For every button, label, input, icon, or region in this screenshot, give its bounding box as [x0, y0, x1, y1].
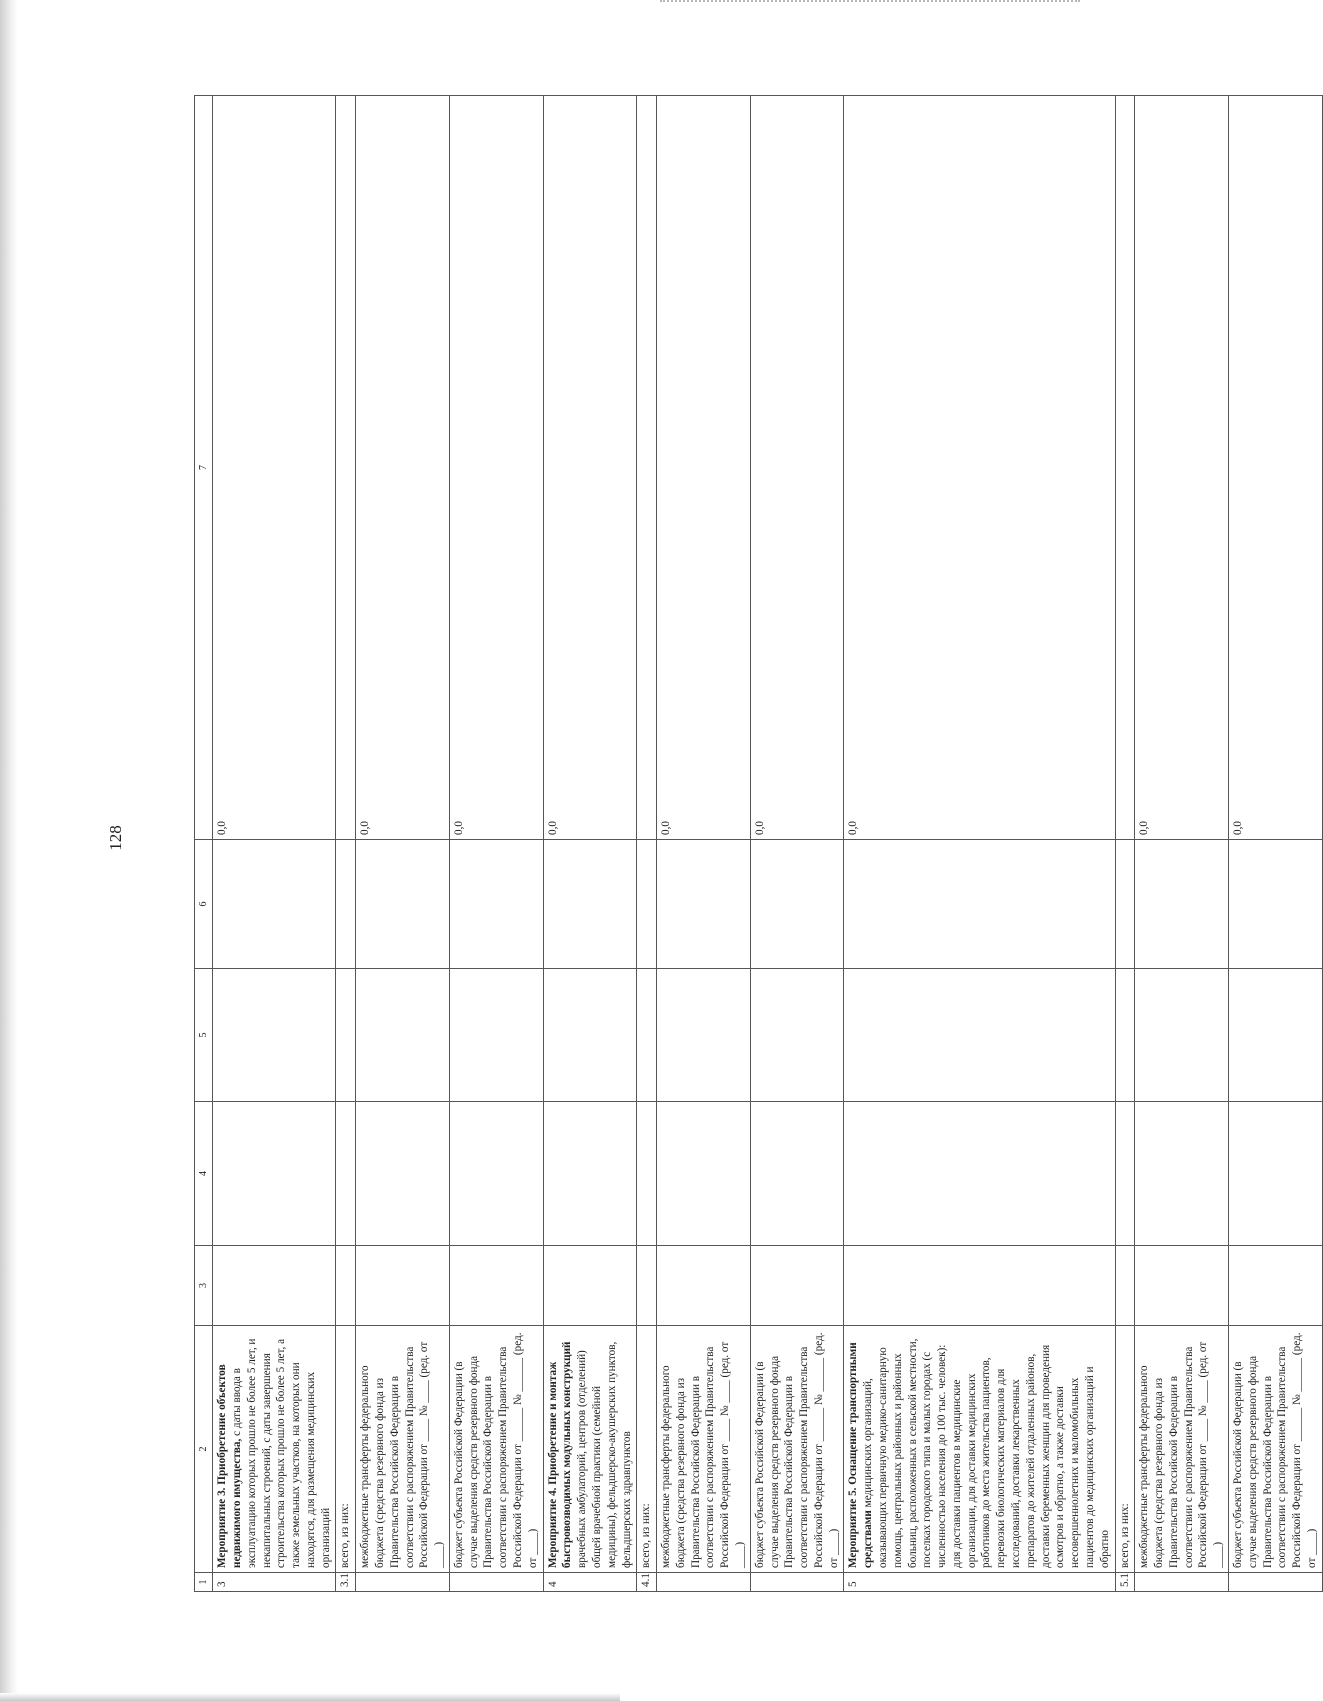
- row-number-cell: 4: [543, 1573, 637, 1592]
- row-number-cell: [1228, 1573, 1322, 1592]
- row-description-cell: [1115, 1326, 1135, 1573]
- empty-cell-col-4: [750, 1102, 844, 1246]
- row-title-bold: Мероприятие 4. Приобретение и монтаж быстровозводимых модульных конструкций: [546, 1341, 574, 1568]
- header-row: [195, 96, 213, 1592]
- empty-cell-col-3: [336, 1246, 356, 1326]
- row-number-cell: [657, 1573, 751, 1592]
- empty-cell-col-3: [1115, 1246, 1135, 1326]
- empty-cell-col-6: [750, 840, 844, 969]
- row-description-cell: [657, 1326, 751, 1573]
- table-row: [356, 96, 450, 1592]
- empty-cell-col-3: [1228, 1246, 1322, 1326]
- row-description-cell: [213, 1326, 336, 1573]
- empty-cell-col-5: [213, 969, 336, 1102]
- empty-cell-col-5: [543, 969, 637, 1102]
- empty-cell-col-5: [1228, 969, 1322, 1102]
- row-description-cell: [750, 1326, 844, 1573]
- table-body: [195, 96, 1323, 1592]
- value-cell-col-7: 0,0: [657, 96, 751, 840]
- empty-cell-col-4: [1115, 1102, 1135, 1246]
- table-row: [449, 96, 543, 1592]
- empty-cell-col-4: [449, 1102, 543, 1246]
- table-row: [1228, 96, 1322, 1592]
- empty-cell-col-5: [844, 969, 1115, 1102]
- row-number-cell: 3: [213, 1573, 336, 1592]
- empty-cell-col-4: [1228, 1102, 1322, 1246]
- row-number-cell: 5: [844, 1573, 1115, 1592]
- value-cell-col-7: [637, 96, 657, 840]
- row-description-text: медицинских организаций, оказывающих первичную медико-санитарную помощь, центральных районных и районных больниц, расположенных в сельской местности, поселках городского типа и малых городах (с численностью населения до 100 тыс. человек): для доставки пациентов в медицинские организации, для доставки медицинских работников до места жительства пациентов, перевозки биологических материалов для исследований, доставки лекарственных препаратов до жителей отдаленных районов, доставки беременных женщин для проведения осмотров и обратно, а также доставки несовершеннолетних и маломобильных пациентов до медицинских организаций и обратно: [862, 1338, 1111, 1568]
- row-description-text: с даты ввода в эксплуатацию которых прошло не более 5 лет, и некапитальных строений, с даты завершения строительства которых прошло не более 5 лет, а также земельных участков, на которых они находятся, для размещения медицинских организаций: [230, 1338, 332, 1568]
- row-description-text: бюджет субъекта Российской Федерации (в случае выделения средств резервного фонда Правительства Российской Федерации в соответствии с распоряжением Правительства Российской Федерации от ______ № ______ (ред. от ____): [1231, 1332, 1318, 1568]
- row-number-cell: 5.1: [1115, 1573, 1135, 1592]
- value-cell-col-7: [336, 96, 356, 840]
- col-header-1: 1: [195, 1573, 213, 1592]
- row-description-text: всего, из них:: [1118, 1503, 1131, 1568]
- col-header-5: 5: [195, 969, 213, 1102]
- empty-cell-col-6: [1135, 840, 1229, 969]
- empty-cell-col-6: [637, 840, 657, 969]
- value-cell-col-7: 0,0: [543, 96, 637, 840]
- table-row: [336, 96, 356, 1592]
- empty-cell-col-6: [213, 840, 336, 969]
- row-description-text: врачебных амбулаторий, центров (отделений) общей врачебной практики (семейной медицины), фельдшерско-акушерских пунктов, фельдшерских здравпунктов: [576, 1341, 633, 1568]
- empty-cell-col-4: [356, 1102, 450, 1246]
- empty-cell-col-5: [1115, 969, 1135, 1102]
- table-row: [657, 96, 751, 1592]
- empty-cell-col-3: [844, 1246, 1115, 1326]
- empty-cell-col-3: [543, 1246, 637, 1326]
- table-row: [750, 96, 844, 1592]
- row-description-cell: [336, 1326, 356, 1573]
- empty-cell-col-4: [543, 1102, 637, 1246]
- empty-cell-col-5: [356, 969, 450, 1102]
- page-number: 128: [106, 825, 125, 851]
- empty-cell-col-5: [657, 969, 751, 1102]
- empty-cell-col-4: [844, 1102, 1115, 1246]
- budget-table: [194, 95, 1323, 1592]
- empty-cell-col-6: [657, 840, 751, 969]
- row-description-text: бюджет субъекта Российской Федерации (в случае выделения средств резервного фонда Правительства Российской Федерации в соответствии с распоряжением Правительства Российской Федерации от ______ № ______ (ред. от ____): [753, 1332, 840, 1568]
- row-number-cell: 4.1: [637, 1573, 657, 1592]
- table-row: [543, 96, 637, 1592]
- row-description-text: бюджет субъекта Российской Федерации (в случае выделения средств резервного фонда Правительства Российской Федерации в соответствии с распоряжением Правительства Российской Федерации от ______ № ______ (ред. от ____): [452, 1332, 539, 1568]
- row-number-cell: [356, 1573, 450, 1592]
- value-cell-col-7: 0,0: [213, 96, 336, 840]
- empty-cell-col-4: [213, 1102, 336, 1246]
- row-number-cell: [750, 1573, 844, 1592]
- value-cell-col-7: 0,0: [844, 96, 1115, 840]
- row-number-cell: [449, 1573, 543, 1592]
- row-number-cell: 3.1: [336, 1573, 356, 1592]
- row-description-text: межбюджетные трансферты федерального бюджета (средства резервного фонда из Правительства Российской Федерации в соответствии с распоряжением Правительства Российской Федерации от ____ № ____ (ред. от ____): [1138, 1341, 1225, 1568]
- row-description-cell: [1228, 1326, 1322, 1573]
- row-title-bold: Мероприятие 5. Оснащение транспортными средствами: [847, 1342, 875, 1568]
- row-description-cell: [356, 1326, 450, 1573]
- table-row: [1115, 96, 1135, 1592]
- empty-cell-col-5: [336, 969, 356, 1102]
- empty-cell-col-4: [1135, 1102, 1229, 1246]
- empty-cell-col-6: [844, 840, 1115, 969]
- row-title-bold: Мероприятие 3. Приобретение объектов недвижимого имущества,: [216, 1364, 243, 1568]
- row-description-cell: [543, 1326, 637, 1573]
- col-header-3: 3: [195, 1246, 213, 1326]
- table-row: [637, 96, 657, 1592]
- value-cell-col-7: 0,0: [356, 96, 450, 840]
- row-description-text: межбюджетные трансферты федерального бюджета (средства резервного фонда из Правительства Российской Федерации в соответствии с распоряжением Правительства Российской Федерации от ____ № ____ (ред. от ____): [660, 1341, 746, 1568]
- empty-cell-col-6: [543, 840, 637, 969]
- empty-cell-col-3: [750, 1246, 844, 1326]
- empty-cell-col-3: [637, 1246, 657, 1326]
- row-description-text: всего, из них:: [339, 1503, 352, 1568]
- row-description-text: межбюджетные трансферты федерального бюджета (средства резервного фонда из Правительства Российской Федерации в соответствии с распоряжением Правительства Российской Федерации от ____ № ____ (ред. от ____): [359, 1341, 446, 1568]
- col-header-4: 4: [195, 1102, 213, 1246]
- col-header-6: 6: [195, 840, 213, 969]
- scan-edge-left: [0, 0, 18, 1701]
- empty-cell-col-3: [657, 1246, 751, 1326]
- empty-cell-col-3: [213, 1246, 336, 1326]
- empty-cell-col-6: [356, 840, 450, 969]
- empty-cell-col-6: [449, 840, 543, 969]
- value-cell-col-7: [1115, 96, 1135, 840]
- empty-cell-col-6: [336, 840, 356, 969]
- value-cell-col-7: 0,0: [1228, 96, 1322, 840]
- row-description-cell: [449, 1326, 543, 1573]
- empty-cell-col-3: [449, 1246, 543, 1326]
- rotated-table-wrapper: [194, 96, 1318, 1592]
- empty-cell-col-4: [637, 1102, 657, 1246]
- empty-cell-col-5: [449, 969, 543, 1102]
- empty-cell-col-6: [1115, 840, 1135, 969]
- value-cell-col-7: 0,0: [449, 96, 543, 840]
- row-description-cell: [844, 1326, 1115, 1573]
- scan-edge-bottom: [0, 1693, 620, 1701]
- table-row: [213, 96, 336, 1592]
- row-description-cell: [637, 1326, 657, 1573]
- empty-cell-col-4: [336, 1102, 356, 1246]
- empty-cell-col-6: [1228, 840, 1322, 969]
- empty-cell-col-3: [1135, 1246, 1229, 1326]
- empty-cell-col-5: [1135, 969, 1229, 1102]
- empty-cell-col-5: [637, 969, 657, 1102]
- table-row: [844, 96, 1115, 1592]
- row-description-cell: [1135, 1326, 1229, 1573]
- empty-cell-col-5: [750, 969, 844, 1102]
- scan-noise-top: [660, 0, 1080, 8]
- col-header-2: 2: [195, 1326, 213, 1573]
- table-row: [1135, 96, 1229, 1592]
- row-description-text: всего, из них:: [640, 1503, 653, 1568]
- empty-cell-col-4: [657, 1102, 751, 1246]
- value-cell-col-7: 0,0: [750, 96, 844, 840]
- col-header-7: 7: [195, 96, 213, 840]
- value-cell-col-7: 0,0: [1135, 96, 1229, 840]
- row-number-cell: [1135, 1573, 1229, 1592]
- empty-cell-col-3: [356, 1246, 450, 1326]
